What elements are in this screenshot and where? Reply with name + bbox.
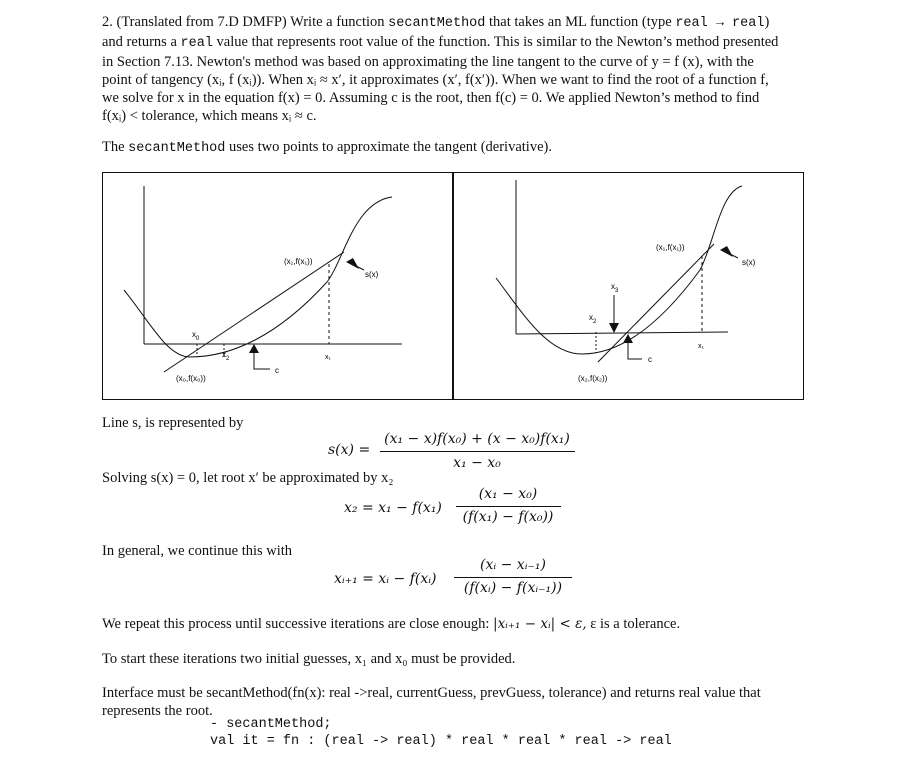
- right-secant-line: [598, 244, 714, 362]
- eq2-numerator: (x₁ − x₀): [478, 486, 538, 502]
- secant-description: The secantMethod uses two points to approximate the tangent (derivative).: [102, 139, 552, 156]
- left-panel: [124, 186, 402, 383]
- line-s-text: Line s, is represented by: [102, 415, 244, 431]
- eq2-fraction-bar: [456, 506, 561, 507]
- eq3-lhs: xᵢ₊₁ = xᵢ − f(xᵢ): [334, 571, 437, 587]
- right-x-axis: [516, 332, 728, 334]
- right-curve: [496, 186, 742, 354]
- left-curve: [124, 197, 392, 357]
- right-s-label: s(x): [742, 258, 756, 267]
- left-c-label: c: [275, 366, 279, 375]
- repeat-text: We repeat this process until successive iterations are close enough: |xᵢ₊₁ − xᵢ| < ε, ε is a tolerance.: [102, 616, 681, 632]
- right-x1-axis-label: x₁: [698, 343, 704, 350]
- eq2-lhs: x₂ = x₁ − f(x₁): [344, 500, 442, 516]
- code-line-1: - secantMethod;: [210, 717, 332, 732]
- left-s-label: s(x): [365, 270, 379, 279]
- interface-text: Interface must be secantMethod(fn(x): real ->real, currentGuess, prevGuess, tolerance) and returns real value that represents the root.: [102, 685, 761, 719]
- general-text: In general, we continue this with: [102, 543, 293, 559]
- left-s-arrow: [352, 264, 364, 270]
- right-c-arrow: [628, 342, 642, 359]
- right-x3-label: $x_3$: [611, 282, 619, 294]
- eq3-numerator: (xᵢ − xᵢ₋₁): [480, 557, 546, 573]
- start-text: To start these iterations two initial guesses, x₁ and x₀ must be provided.: [102, 651, 516, 667]
- code-type: real → real: [675, 16, 765, 31]
- eq3-fraction-bar: [454, 577, 572, 578]
- code-line-2: val it = fn : (real -> real) * real * real * real -> real: [210, 734, 672, 749]
- right-s-arrow: [726, 252, 738, 258]
- left-s-arrowhead: [346, 258, 359, 269]
- left-point-x1-label: (x₁,f(x₁)): [284, 257, 313, 266]
- eq2-denominator: (f(x₁) − f(x₀)): [462, 509, 554, 525]
- left-x0-label: $x_0$: [192, 330, 200, 342]
- eq3-denominator: (f(xᵢ) − f(xᵢ₋₁)): [463, 580, 563, 596]
- left-c-arrowhead: [249, 344, 259, 353]
- right-x3-arrowhead: [609, 323, 619, 333]
- secant-figure: [102, 172, 804, 400]
- problem-statement: 2. (Translated from 7.D DMFP) Write a function secantMethod that takes an ML function (type real → real) and returns a real value that represents root value of the function. This is similar to the Newton’s method presented in Section 7.13. Newton's method was based on approximating the line tangent to the curve of y = f (x), with the point of tangency (xᵢ, f (xᵢ)). When xᵢ ≈ x′, it approximates (x′, f(x′)). When we want to find the root of a function f, we solve for x in the equation f(x) = 0. Assuming c is the root, then f(c) = 0. We applied Newton’s method to find f(xᵢ) < tolerance, which means xᵢ ≈ c.: [102, 14, 779, 124]
- right-point-x2-label: (x₂,f(x₂)): [578, 374, 608, 383]
- eq1-lhs: s(x) =: [328, 442, 371, 458]
- right-x2-label: $x_2$: [589, 313, 597, 325]
- left-point-x0-label: (x₀,f(x₀)): [176, 374, 206, 383]
- right-panel: [496, 180, 756, 383]
- left-c-arrow: [254, 352, 270, 369]
- eq1-denominator: x₁ − x₀: [453, 455, 501, 471]
- eq1-fraction-bar: [380, 451, 575, 452]
- right-s-arrowhead: [720, 246, 733, 257]
- right-c-label: c: [648, 355, 652, 364]
- right-panel-border: [454, 173, 804, 400]
- left-x1-axis-label: x₁: [325, 354, 331, 361]
- right-point-x1-label: (x₁,f(x₁)): [656, 243, 685, 252]
- code-secantMethod: secantMethod: [388, 16, 486, 31]
- eq1-numerator: (x₁ − x)f(x₀) + (x − x₀)f(x₁): [384, 431, 570, 447]
- left-x2-label: $x_2$: [222, 350, 230, 362]
- solving-text: Solving s(x) = 0, let root x′ be approximated by x₂: [102, 470, 394, 486]
